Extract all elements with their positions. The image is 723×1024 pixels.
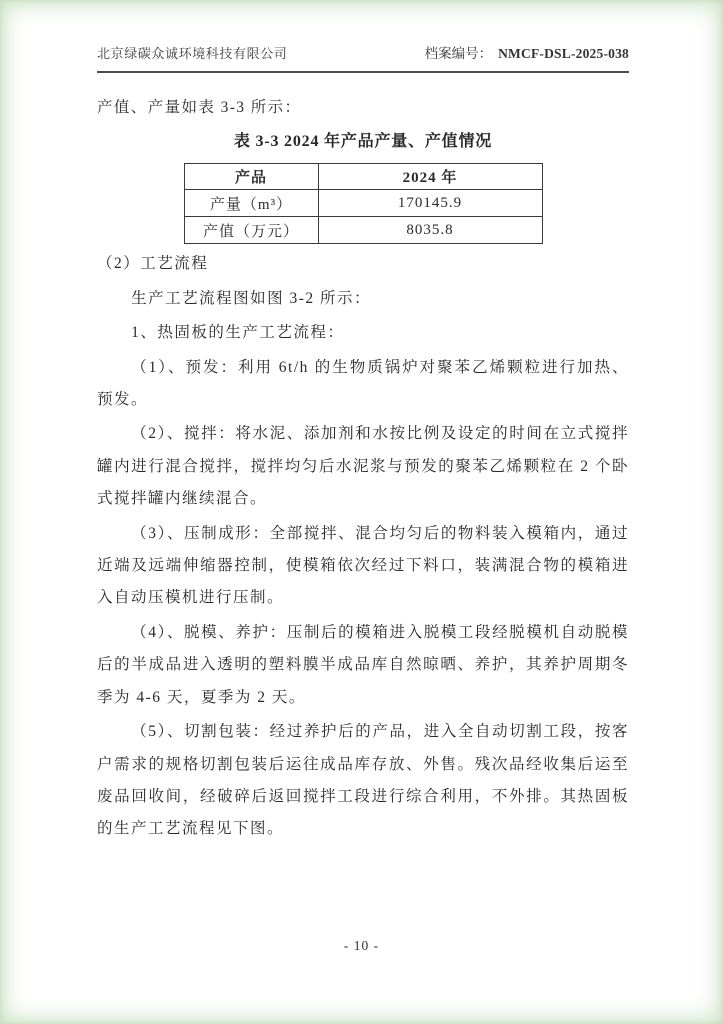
table-cell-label: 产量（m³） — [184, 190, 318, 217]
paragraphs — [97, 248, 629, 845]
page-number: - 10 - — [343, 938, 380, 953]
paragraph: （3）、压制成形：全部搅拌、混合均匀后的物料装入模箱内，通过近端及远端伸缩器控制，使模箱依次经过下料口，装满混合物的模箱进入自动压模机进行压制。 — [97, 524, 629, 607]
paragraph: （4）、脱模、养护：压制后的模箱进入脱模工段经脱模机自动脱模后的半成品进入透明的塑料膜半成品库自然晾晒、养护，其养护周期冬季为 4-6 天，夏季为 2 天。 — [97, 623, 629, 706]
table-cell-label: 产值（万元） — [184, 217, 318, 244]
archive-number: NMCF-DSL-2025-038 — [498, 46, 629, 61]
page-header — [97, 42, 629, 73]
paragraph: （5）、切割包装：经过养护后的产品，进入全自动切割工段，按客户需求的规格切割包装后运往成品库存放、外售。残次品经收集后运至废品回收间，经破碎后返回搅拌工段进行综合利用，不外排。其热固板的生产工艺流程见下图。 — [97, 723, 629, 838]
paragraph: （1）、预发：利用 6t/h 的生物质锅炉对聚苯乙烯颗粒进行加热、预发。 — [97, 358, 629, 409]
company-name: 北京绿碳众诚环境科技有限公司 — [97, 46, 288, 61]
paragraph: 生产工艺流程图如图 3-2 所示： — [131, 289, 372, 307]
table-cell-value: 170145.9 — [318, 190, 542, 217]
paragraph: （2）工艺流程 — [97, 255, 209, 273]
paragraph: 1、热固板的生产工艺流程： — [131, 324, 345, 342]
paragraph: （2）、搅拌：将水泥、添加剂和水按比例及设定的时间在立式搅拌罐内进行混合搅拌，搅拌均匀后水泥浆与预发的聚苯乙烯颗粒在 2 个卧式搅拌罐内继续混合。 — [97, 425, 629, 508]
archive-number-group — [425, 42, 629, 62]
table-body — [184, 190, 542, 244]
table-row — [184, 190, 542, 217]
table-cell-value: 8035.8 — [318, 217, 542, 244]
col-header-product: 产品 — [184, 164, 318, 190]
table-title: 表 3-3 2024 年产品产量、产值情况 — [233, 133, 493, 151]
production-table — [184, 163, 543, 244]
archive-label: 档案编号： — [424, 46, 493, 61]
table-row — [184, 217, 542, 244]
col-header-year: 2024 年 — [318, 164, 542, 190]
intro-paragraph: 产值、产量如表 3-3 所示： — [97, 99, 302, 116]
table-header-row — [184, 164, 542, 190]
